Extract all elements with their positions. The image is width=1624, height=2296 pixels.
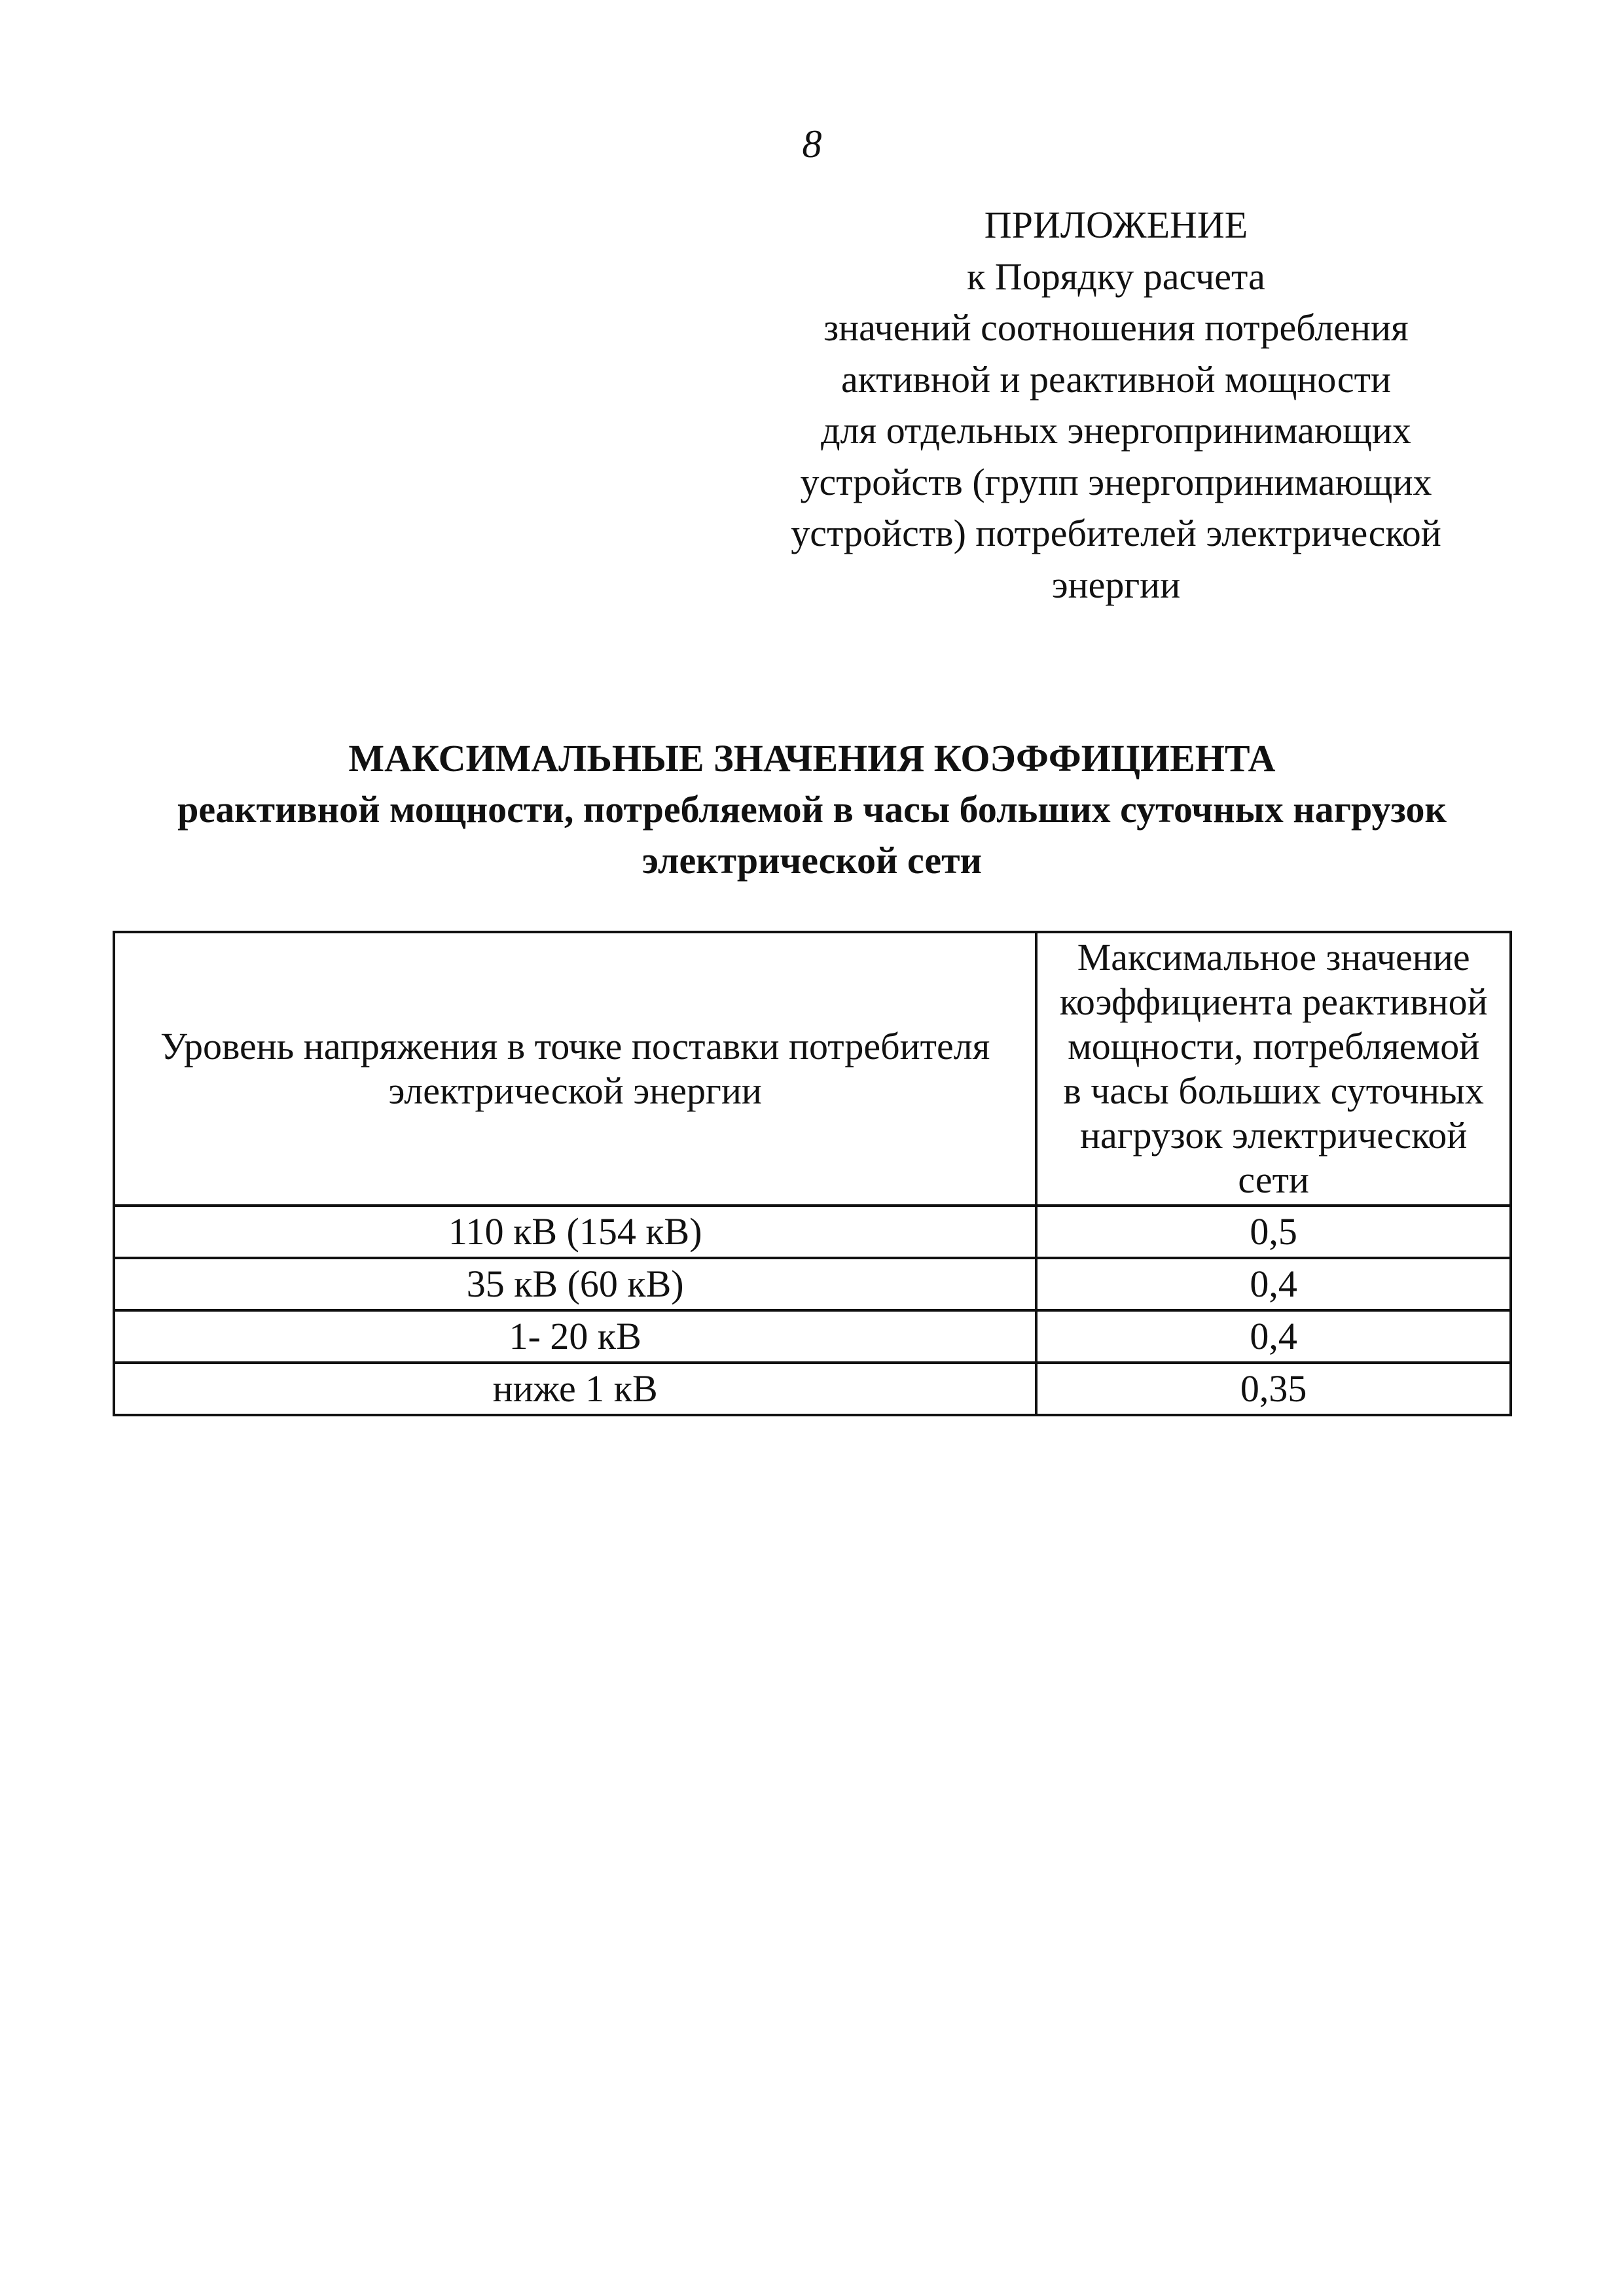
table-row bbox=[114, 1363, 1511, 1415]
appendix-line: активной и реактивной мощности bbox=[841, 357, 1391, 401]
coefficient-cell: 0,4 bbox=[1036, 1258, 1511, 1310]
table-header-row bbox=[114, 932, 1511, 1206]
header-line: коэффициента реактивной bbox=[1059, 980, 1488, 1023]
voltage-cell: 110 кВ (154 кВ) bbox=[114, 1206, 1036, 1258]
table-row bbox=[114, 1206, 1511, 1258]
table-row bbox=[114, 1258, 1511, 1310]
header-line: Уровень напряжения в точке поставки потребителя bbox=[160, 1025, 990, 1067]
appendix-line: устройств (групп энергопринимающих bbox=[800, 460, 1432, 503]
header-voltage-level bbox=[114, 932, 1036, 1206]
appendix-line: значений соотношения потребления bbox=[823, 306, 1409, 349]
voltage-cell: 1- 20 кВ bbox=[114, 1310, 1036, 1363]
coefficient-cell: 0,35 bbox=[1036, 1363, 1511, 1415]
table-row bbox=[114, 1310, 1511, 1363]
page-number: 8 bbox=[802, 122, 822, 166]
header-line: мощности, потребляемой bbox=[1068, 1025, 1480, 1067]
coefficient-table bbox=[113, 931, 1512, 1416]
header-line: электрической энергии bbox=[388, 1069, 762, 1112]
appendix-block bbox=[772, 200, 1460, 611]
coefficient-cell: 0,5 bbox=[1036, 1206, 1511, 1258]
title-line-2: реактивной мощности, потребляемой в часы больших суточных нагрузок bbox=[177, 788, 1447, 831]
header-line: нагрузок электрической bbox=[1079, 1114, 1468, 1157]
coefficient-cell: 0,4 bbox=[1036, 1310, 1511, 1363]
title-line-3: электрической сети bbox=[641, 839, 983, 882]
header-line: сети bbox=[1238, 1158, 1309, 1201]
voltage-cell: ниже 1 кВ bbox=[114, 1363, 1036, 1415]
appendix-line: к Порядку расчета bbox=[967, 255, 1265, 298]
voltage-cell: 35 кВ (60 кВ) bbox=[114, 1258, 1036, 1310]
header-max-coefficient bbox=[1036, 932, 1511, 1206]
header-line: Максимальное значение bbox=[1077, 936, 1470, 978]
title-line-1: МАКСИМАЛЬНЫЕ ЗНАЧЕНИЯ КОЭФФИЦИЕНТА bbox=[348, 737, 1276, 780]
appendix-line: энергии bbox=[1051, 563, 1181, 606]
appendix-heading: ПРИЛОЖЕНИЕ bbox=[984, 204, 1248, 246]
appendix-line: устройств) потребителей электрической bbox=[791, 512, 1441, 554]
header-line: в часы больших суточных bbox=[1063, 1069, 1484, 1112]
appendix-line: для отдельных энергопринимающих bbox=[821, 409, 1411, 452]
document-title bbox=[0, 733, 1624, 886]
